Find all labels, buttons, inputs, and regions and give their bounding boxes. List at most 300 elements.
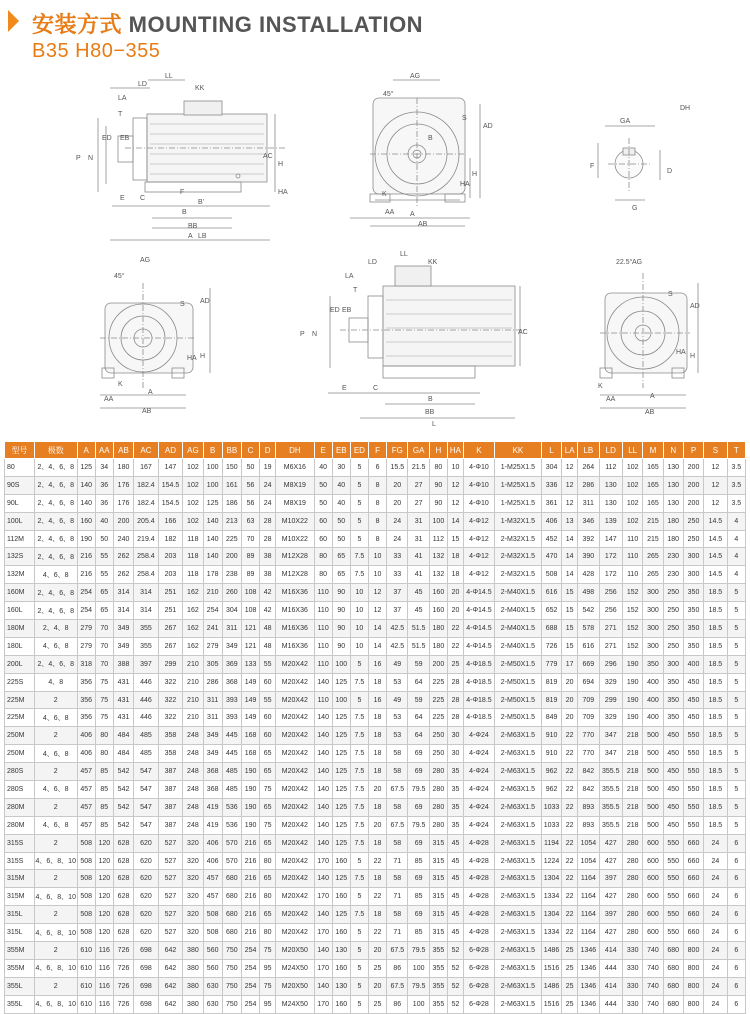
table-row [5,548,746,566]
table-row [5,459,746,477]
table-cell: 347 [599,727,622,745]
table-cell: 4-Φ28 [463,870,494,888]
table-cell: 22 [562,906,578,924]
table-cell: 450 [683,673,703,691]
table-cell: 133 [241,655,259,673]
table-cell: 80 [260,924,276,942]
table-cell: 330 [623,995,643,1013]
table-cell: 355L [5,995,35,1013]
table-cell: 36 [95,476,113,494]
table-cell: 5 [350,691,368,709]
table-cell: 33 [387,566,408,584]
table-cell: 125 [332,763,350,781]
table-cell: 457 [77,781,95,799]
svg-text:45°: 45° [383,91,394,98]
table-cell: M20X42 [276,816,314,834]
svg-text:HA: HA [187,355,197,362]
table-cell: 108 [241,584,259,602]
table-cell: 620 [134,870,159,888]
table-cell: M20X42 [276,852,314,870]
table-cell: 355L [5,977,35,995]
table-cell: 300 [683,566,703,584]
table-cell: 600 [643,834,663,852]
table-cell: 550 [683,816,703,834]
svg-text:AB: AB [142,408,152,415]
table-cell: 18.5 [704,602,727,620]
table-cell: 315S [5,852,35,870]
technical-drawings [0,68,750,430]
svg-text:P: P [300,331,305,338]
table-cell: 355 [429,959,447,977]
table-cell: 160 [332,959,350,977]
table-cell: 642 [158,942,183,960]
table-cell: 22 [562,727,578,745]
table-cell: 165 [643,459,663,477]
table-cell: 140 [314,673,332,691]
table-cell: 726 [113,942,133,960]
table-cell: 369 [222,655,241,673]
table-cell: 800 [683,995,703,1013]
table-cell: 527 [158,888,183,906]
table-cell: 116 [95,959,113,977]
table-cell: 40 [314,459,332,477]
table-cell: 248 [183,745,203,763]
column-header: S [704,442,727,459]
table-cell: 262 [113,566,133,584]
table-cell: 361 [541,494,561,512]
table-cell: 392 [578,530,599,548]
table-cell: 248 [183,781,203,799]
table-cell: 329 [599,709,622,727]
table-cell: 542 [113,781,133,799]
table-row [5,995,746,1013]
table-cell: 550 [683,745,703,763]
table-cell: 680 [222,888,241,906]
table-cell: 2、4、6、8 [34,602,77,620]
table-cell: 450 [663,781,683,799]
table-cell: 14 [562,548,578,566]
table-cell: 427 [599,888,622,906]
table-cell: 110 [623,530,643,548]
table-cell: 4、6、8 [34,816,77,834]
table-cell: 248 [183,763,203,781]
table-cell: 140 [314,834,332,852]
table-cell: 2-M63X1.5 [494,798,541,816]
table-cell: 5 [350,977,368,995]
table-cell: 18 [368,673,386,691]
table-cell: 102 [183,512,203,530]
table-cell: 170 [314,888,332,906]
table-cell: 116 [95,995,113,1013]
table-cell: 69 [408,798,429,816]
table-cell: 118 [183,548,203,566]
table-cell: 160 [332,852,350,870]
table-cell: 5 [727,637,745,655]
table-cell: 508 [77,870,95,888]
svg-text:AC: AC [518,329,528,336]
table-cell: 356 [77,673,95,691]
table-cell: 770 [578,745,599,763]
table-cell: 59 [408,655,429,673]
svg-text:AD: AD [200,298,210,305]
table-cell: 25 [368,995,386,1013]
svg-text:AA: AA [104,396,114,403]
table-cell: 140 [314,727,332,745]
svg-text:AA: AA [606,396,616,403]
table-cell: 7.5 [350,834,368,852]
svg-text:E: E [120,195,125,202]
table-cell: 698 [134,942,159,960]
table-cell: 669 [578,655,599,673]
table-cell: 547 [134,763,159,781]
table-cell: 315M [5,888,35,906]
column-header: T [727,442,745,459]
table-cell: 318 [77,655,95,673]
table-cell: 65 [260,870,276,888]
table-cell: 419 [203,798,222,816]
table-cell: 18 [447,566,463,584]
table-cell: 24 [704,959,727,977]
table-cell: 508 [77,888,95,906]
table-cell: 444 [599,995,622,1013]
table-cell: 4、6、8 [34,781,77,799]
table-cell: 962 [541,781,561,799]
table-cell: 355.5 [599,781,622,799]
table-cell: 2-M40X1.5 [494,584,541,602]
table-cell: 100 [408,995,429,1013]
table-cell: 180 [429,620,447,638]
table-cell: 315 [429,852,447,870]
table-cell: 910 [541,745,561,763]
svg-text:N: N [312,331,318,338]
table-cell: 58 [387,834,408,852]
table-cell: 58 [387,798,408,816]
svg-text:AB: AB [418,221,428,228]
table-cell: 6 [727,906,745,924]
table-cell: 100 [203,459,222,477]
table-cell: 28 [447,709,463,727]
table-cell: 225 [429,673,447,691]
table-cell: 125 [332,816,350,834]
table-cell: 527 [158,924,183,942]
table-cell: 110 [314,655,332,673]
table-cell: 140 [203,530,222,548]
table-cell: 286 [578,476,599,494]
table-cell: 22 [562,852,578,870]
table-cell: 271 [599,637,622,655]
table-cell: 320 [183,888,203,906]
table-cell: 12 [368,584,386,602]
table-cell: 31 [408,512,429,530]
column-header: 极数 [34,442,77,459]
table-cell: 750 [222,959,241,977]
table-cell: 140 [77,476,95,494]
table-cell: 75 [260,977,276,995]
table-cell: 300 [643,584,663,602]
table-cell: 355 [134,637,159,655]
svg-text:C: C [373,385,379,392]
table-cell: 24 [260,494,276,512]
table-cell: 628 [113,888,133,906]
table-cell: 80 [95,745,113,763]
table-cell: 85 [408,852,429,870]
table-cell: 1-M25X1.5 [494,476,541,494]
table-row [5,888,746,906]
table-cell: M12X28 [276,566,314,584]
table-cell: 698 [134,977,159,995]
table-cell: 610 [77,977,95,995]
table-cell: 130 [599,476,622,494]
table-cell: 358 [158,727,183,745]
table-cell: 218 [623,727,643,745]
table-row [5,655,746,673]
table-cell: 2-M63X1.5 [494,745,541,763]
table-cell: 1304 [541,906,561,924]
svg-text:E: E [342,385,347,392]
table-cell: 180 [113,459,133,477]
table-cell: 230 [663,548,683,566]
table-cell: 457 [77,798,95,816]
table-cell: 95 [260,995,276,1013]
table-cell: M20X42 [276,691,314,709]
table-cell: 118 [183,530,203,548]
table-cell: 250 [663,602,683,620]
table-cell: 431 [113,709,133,727]
table-cell: 819 [541,673,561,691]
table-cell: 660 [683,852,703,870]
column-header: DH [276,442,314,459]
table-cell: 6 [727,852,745,870]
table-cell: 680 [222,906,241,924]
table-cell: 200 [683,459,703,477]
table-cell: 368 [203,781,222,799]
table-cell: 1346 [578,995,599,1013]
table-cell: M20X42 [276,709,314,727]
table-cell: 406 [77,745,95,763]
table-cell: 18 [368,906,386,924]
table-cell: 600 [643,924,663,942]
table-cell: 140 [203,512,222,530]
table-cell: 67.5 [387,781,408,799]
table-cell: 680 [222,924,241,942]
table-cell: 508 [203,924,222,942]
table-cell: 280 [623,870,643,888]
table-cell: 962 [541,763,561,781]
table-cell: 304 [222,602,241,620]
title-en: MOUNTING INSTALLATION [128,12,424,37]
table-cell: 162 [183,602,203,620]
svg-text:AG: AG [140,257,151,264]
table-cell: 300 [643,637,663,655]
table-cell: 121 [241,637,259,655]
table-cell: 2-M63X1.5 [494,888,541,906]
table-cell: 819 [541,691,561,709]
table-cell: 500 [643,816,663,834]
table-cell: 15.5 [387,459,408,477]
table-cell: 1304 [541,870,561,888]
table-cell: 4、6、8 [34,709,77,727]
table-cell: 322 [158,691,183,709]
table-cell: 140 [314,763,332,781]
table-cell: 536 [222,798,241,816]
svg-text:AA: AA [385,209,395,216]
table-cell: 15 [562,637,578,655]
table-cell: 5 [350,852,368,870]
table-cell: 400 [643,673,663,691]
table-cell: 299 [158,655,183,673]
table-cell: 67.5 [387,942,408,960]
table-cell: 75 [260,781,276,799]
table-cell: 5 [350,494,368,512]
table-cell: 280 [429,798,447,816]
table-cell: 8 [368,530,386,548]
table-cell: 170 [314,852,332,870]
table-cell: 4、6、8、10 [34,852,77,870]
table-cell: 225S [5,673,35,691]
table-cell: 2、4、6、8 [34,548,77,566]
table-cell: 7.5 [350,816,368,834]
column-header: A [77,442,95,459]
table-cell: 71 [387,852,408,870]
table-cell: 218 [623,745,643,763]
table-cell: 219.4 [134,530,159,548]
table-cell: 1054 [578,834,599,852]
table-cell: 740 [643,959,663,977]
table-cell: 642 [158,959,183,977]
table-cell: 56 [241,476,259,494]
table-cell: 484 [113,727,133,745]
table-cell: 172 [599,548,622,566]
table-cell: 55 [260,691,276,709]
side-view-bottom [300,251,528,428]
svg-text:AC: AC [263,153,273,160]
table-cell: 400 [683,655,703,673]
table-cell: 356 [77,691,95,709]
table-row [5,834,746,852]
table-cell: 20 [562,691,578,709]
table-cell: 349 [222,637,241,655]
table-cell: 140 [314,709,332,727]
table-cell: 22 [562,745,578,763]
table-cell: 160M [5,584,35,602]
table-cell: 6 [727,977,745,995]
table-cell: 1224 [541,852,561,870]
table-cell: 24 [704,834,727,852]
table-cell: 2-M63X1.5 [494,781,541,799]
table-cell: 397 [599,870,622,888]
table-cell: 86 [387,995,408,1013]
table-cell: 150 [222,459,241,477]
table-cell: 628 [113,924,133,942]
table-cell: 70 [95,620,113,638]
table-cell: 49 [387,691,408,709]
table-cell: 65 [95,584,113,602]
table-cell: 296 [599,655,622,673]
table-cell: 125 [332,870,350,888]
table-cell: 18.5 [704,816,727,834]
table-cell: 28 [447,673,463,691]
table-cell: 14 [447,512,463,530]
table-cell: 4-Φ28 [463,906,494,924]
table-cell: 79.5 [408,977,429,995]
table-cell: 162 [183,620,203,638]
table-cell: 431 [113,691,133,709]
table-cell: 616 [578,637,599,655]
column-header: L [541,442,561,459]
table-cell: 100 [429,512,447,530]
table-cell: 71 [387,924,408,942]
table-row [5,494,746,512]
table-cell: 110 [314,691,332,709]
table-cell: 2 [34,763,77,781]
table-cell: 225 [429,691,447,709]
table-cell: 75 [260,816,276,834]
table-cell: 1164 [578,906,599,924]
table-cell: 85 [95,816,113,834]
table-cell: M16X36 [276,637,314,655]
table-cell: 254 [241,942,259,960]
svg-text:ED: ED [102,135,112,142]
table-cell: 90S [5,476,35,494]
table-cell: 250M [5,745,35,763]
table-cell: 397 [599,906,622,924]
table-cell: 406 [541,512,561,530]
table-cell: 3.5 [727,494,745,512]
table-cell: 7.5 [350,781,368,799]
table-cell: 79.5 [408,816,429,834]
table-cell: 18.5 [704,673,727,691]
table-cell: 90 [332,602,350,620]
table-cell: 485 [222,781,241,799]
table-cell: 660 [683,870,703,888]
table-cell: 368 [222,673,241,691]
table-cell: 22 [447,620,463,638]
table-cell: 37 [387,602,408,620]
table-cell: 22 [562,924,578,942]
table-cell: 1164 [578,888,599,906]
table-cell: 120 [95,888,113,906]
table-cell: 216 [241,888,259,906]
column-header: D [260,442,276,459]
table-cell: 4-Φ10 [463,459,494,477]
table-cell: 4-Φ10 [463,494,494,512]
table-cell: 1516 [541,995,561,1013]
table-cell: 22 [562,798,578,816]
table-cell: 680 [663,942,683,960]
dimension-table [4,441,746,1014]
table-cell: 256 [599,602,622,620]
table-cell: 6-Φ28 [463,977,494,995]
table-cell: 5 [727,781,745,799]
table-cell: 190 [623,709,643,727]
table-cell: 1334 [541,888,561,906]
svg-text:AG: AG [410,73,421,80]
table-cell: 5 [350,459,368,477]
table-cell: 251 [158,584,183,602]
table-cell: 620 [134,852,159,870]
table-cell: 280 [429,763,447,781]
table-cell: 200 [683,476,703,494]
table-cell: 550 [683,763,703,781]
table-cell: 4-Φ24 [463,763,494,781]
table-cell: 2、4、6、8 [34,459,77,477]
table-cell: 355 [429,977,447,995]
table-cell: 250 [663,637,683,655]
table-cell: 10 [350,584,368,602]
table-cell: 80 [429,459,447,477]
table-cell: 1-M25X1.5 [494,459,541,477]
table-cell: 1164 [578,924,599,942]
